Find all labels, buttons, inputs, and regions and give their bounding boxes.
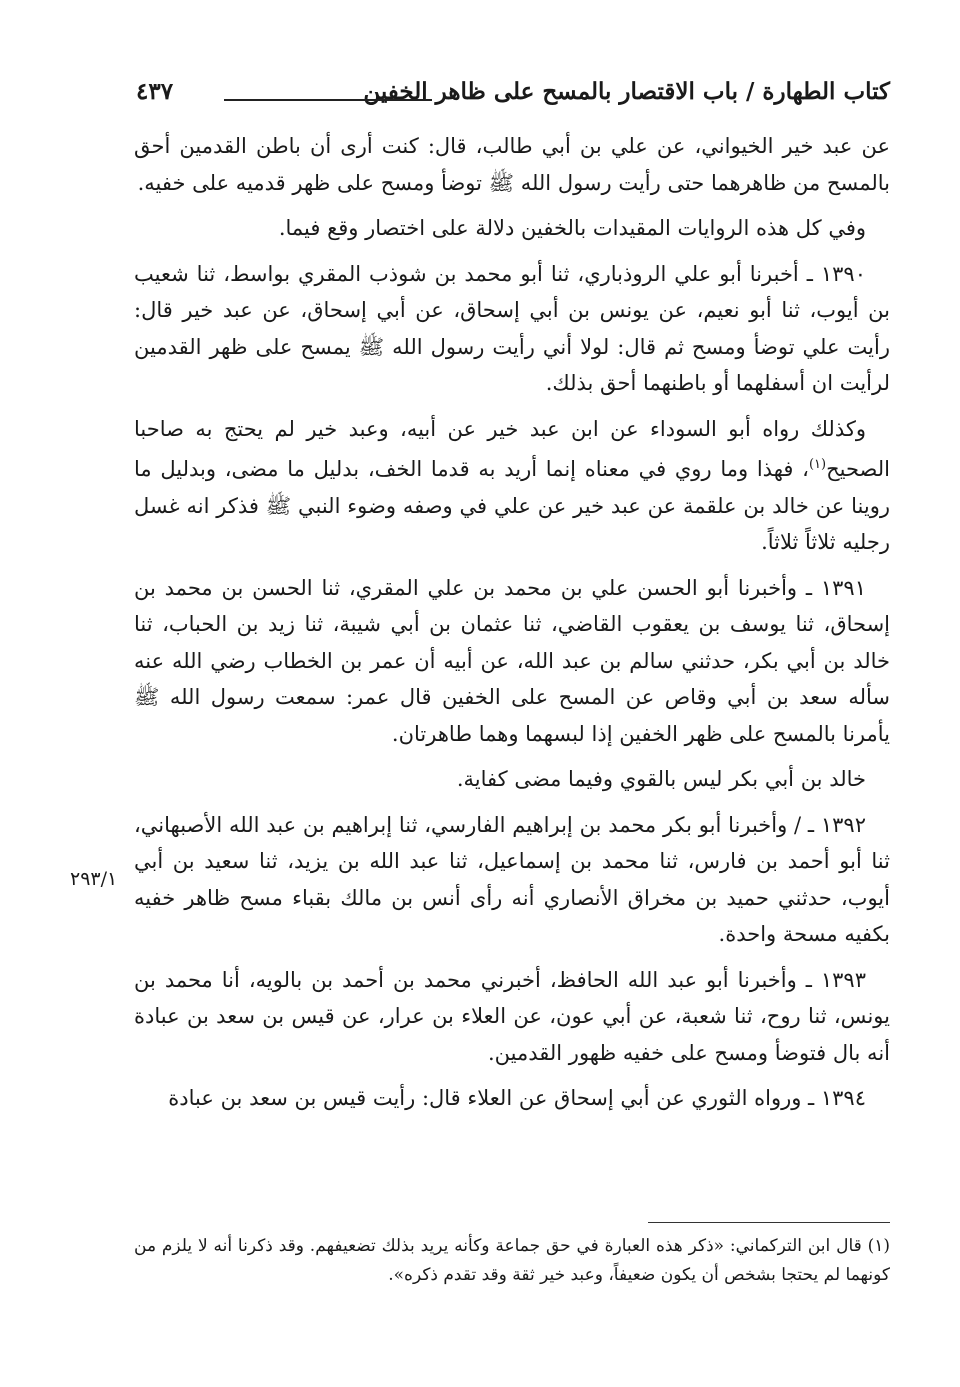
- paragraph: وفي كل هذه الروايات المقيدات بالخفين دلالة على اختصار وقع فيما.: [278, 216, 866, 240]
- page-number: ٤٣٧: [136, 78, 174, 105]
- hadith-1392: ١٣٩٢ ـ / وأخبرنا أبو بكر محمد بن إبراهيم الفارسي، ثنا إبراهيم بن عبد الله الأصبهاني، ثنا أبو أحمد بن فارس، ثنا محمد بن إسماعيل، ثنا عبد الله بن يزيد، ثنا سعيد بن أبي أيوب، حدثني حميد بن مخراق الأنصاري أنه رأى أنس بن مالك بقباء مسح ظاهر خفيه بكفيه مسحة واحدة.: [134, 812, 890, 946]
- running-title: كتاب الطهارة / باب الاقتصار بالمسح على ظاهر الخفين: [363, 78, 890, 105]
- paragraph-part: وكذلك رواه أبو السوداء عن ابن عبد خير عن أبيه، وعبد خير لم يحتج به صاحبا الصحيح: [134, 416, 890, 481]
- header-rule: [224, 99, 432, 101]
- footnote-rule: [648, 1222, 890, 1223]
- footnote: (١) قال ابن التركماني: «ذكر هذه العبارة في حق جماعة وكأنه يريد بذلك تضعيفهم. وقد ذكرنا أنه لا يلزم من كونهما لم يحتجا بشخص أن يكون ضعيفاً، وعبد خير ثقة وقد تقدم ذكره».: [134, 1236, 890, 1285]
- paragraph-part: ، فهذا وما روي في معناه إنما أريد به قدما الخف، بدليل ما مضى، وبدليل ما روينا عن خالد بن علقمة عن عبد خير عن علي في وصفه وضوء النبي ﷺ فذكر انه غسل رجليه ثلاثاً ثلاثاً.: [134, 457, 890, 554]
- paragraph-with-footnote: [134, 411, 890, 561]
- body-text: [134, 128, 890, 1126]
- page-header: [136, 78, 890, 118]
- paragraph: خالد بن أبي بكر ليس بالقوي وفيما مضى كفاية.: [456, 767, 866, 791]
- hadith-1391: ١٣٩١ ـ وأخبرنا أبو الحسن علي بن محمد بن علي المقري، ثنا الحسن بن محمد بن إسحاق، ثنا يوسف بن يعقوب القاضي، ثنا عثمان بن أبي شيبة، ثنا زيد بن الحباب، ثنا خالد بن أبي بكر، حدثني سالم بن عبد الله، عن أبيه أن عمر بن الخطاب رضي الله عنه سأله سعد بن أبي وقاص عن المسح على الخفين قال عمر: سمعت رسول الله ﷺ يأمرنا بالمسح على ظهر الخفين إذا لبسهما وهما طاهرتان.: [134, 575, 890, 746]
- hadith-1390: ١٣٩٠ ـ أخبرنا أبو علي الروذباري، ثنا أبو محمد بن شوذب المقري بواسط، ثنا شعيب بن أيوب، ثنا أبو نعيم، عن يونس بن أبي إسحاق، عن أبي إسحاق، عن عبد خير قال: رأيت علي توضأ ومسح ثم قال: لولا أني رأيت رسول الله ﷺ يمسح على ظهر القدمين لرأيت ان أسفلهما أو باطنهما أحق بذلك.: [134, 261, 890, 395]
- margin-page-reference: ٢٩٣/١: [70, 868, 118, 890]
- footnotes: [134, 1232, 890, 1290]
- hadith-1394: ١٣٩٤ ـ ورواه الثوري عن أبي إسحاق عن العلاء قال: رأيت قيس بن سعد بن عبادة: [168, 1086, 866, 1110]
- paragraph: عن عبد خير الخيواني، عن علي بن أبي طالب، قال: كنت أرى أن باطن القدمين أحق بالمسح من ظاهرهما حتى رأيت رسول الله ﷺ توضأ ومسح على ظهر قدميه على خفيه.: [134, 134, 890, 195]
- hadith-1393: ١٣٩٣ ـ وأخبرنا أبو عبد الله الحافظ، أخبرني محمد بن أحمد بن بالويه، أنا محمد بن يونس، ثنا روح، ثنا شعبة، عن أبي عون، عن العلاء بن عرار، عن قيس بن سعد بن عبادة أنه بال فتوضأ ومسح على خفيه ظهور القدمين.: [134, 967, 890, 1065]
- footnote-marker[interactable]: (١): [808, 457, 827, 472]
